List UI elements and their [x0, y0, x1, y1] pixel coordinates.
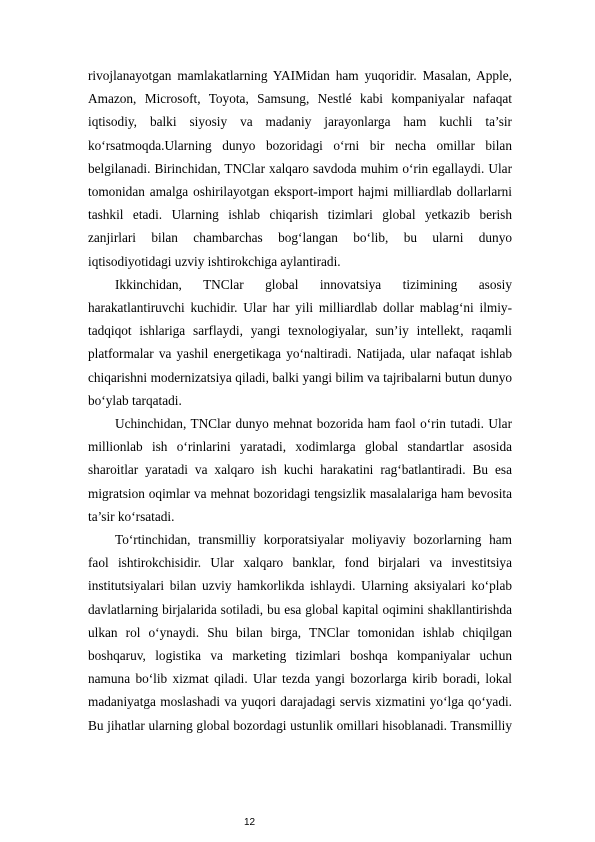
body-text — [88, 64, 512, 737]
page-number: 12 — [244, 817, 256, 828]
paragraph-4: To‘rtinchidan, transmilliy korporatsiyalar moliyaviy bozorlarning ham faol ishtirokchisidir. Ular xalqaro banklar, fond birjalari va investitsiya institutsiyalari bilan uzviy hamkorlikda ishlaydi. Ularning aksiyalari ko‘plab davlatlarning birjalarida sotiladi, bu esa global kapital oqimini shakllantirishda ulkan rol o‘ynaydi. Shu bilan birga, TNClar tomonidan ishlab chiqilgan boshqaruv, logistika va marketing tizimlari boshqa kompaniyalar uchun namuna bo‘lib xizmat qiladi. Ular tezda yangi bozorlarga kirib boradi, lokal madaniyatga moslashadi va yuqori darajadagi servis xizmatini yo‘lga qo‘yadi. Bu jihatlar ularning global bozordagi ustunlik omillari hisoblanadi. Transmilliy — [88, 532, 512, 733]
paragraph-1: rivojlanayotgan mamlakatlarning YAIMidan ham yuqoridir. Masalan, Apple, Amazon, Microsoft, Toyota, Samsung, Nestlé kabi kompaniyalar nafaqat iqtisodiy, balki siyosiy va madaniy jarayonlarga ham kuchli ta’sir ko‘rsatmoqda.Ularning dunyo bozoridagi o‘rni bir necha omillar bilan belgilanadi. Birinchidan, TNClar xalqaro savdoda muhim o‘rin egallaydi. Ular tomonidan amalga oshirilayotgan eksport-import hajmi milliardlab dollarlarni tashkil etadi. Ularning ishlab chiqarish tizimlari global yetkazib berish zanjirlari bilan chambarchas bog‘langan bo‘lib, bu ularni dunyo iqtisodiyotidagi uzviy ishtirokchiga aylantiradi. — [88, 68, 512, 269]
paragraph-2: Ikkinchidan, TNClar global innovatsiya tizimining asosiy harakatlantiruvchi kuchidir. Ular har yili milliardlab dollar mablag‘ni ilmiy-tadqiqot ishlariga sarflaydi, yangi texnologiyalar, sun’iy intellekt, raqamli platformalar va yashil energetikaga yo‘naltiradi. Natijada, ular nafaqat ishlab chiqarishni modernizatsiya qiladi, balki yangi bilim va tajribalarni butun dunyo bo‘ylab tarqatadi. — [88, 276, 512, 408]
paragraph-3: Uchinchidan, TNClar dunyo mehnat bozorida ham faol o‘rin tutadi. Ular millionlab ish o‘rinlarini yaratadi, xodimlarga global standartlar asosida sharoitlar yaratadi va xalqaro ish kuchi harakatini rag‘batlantiradi. Bu esa migratsion oqimlar va mehnat bozoridagi tengsizlik masalalariga ham bevosita ta’sir ko‘rsatadi. — [88, 416, 512, 524]
